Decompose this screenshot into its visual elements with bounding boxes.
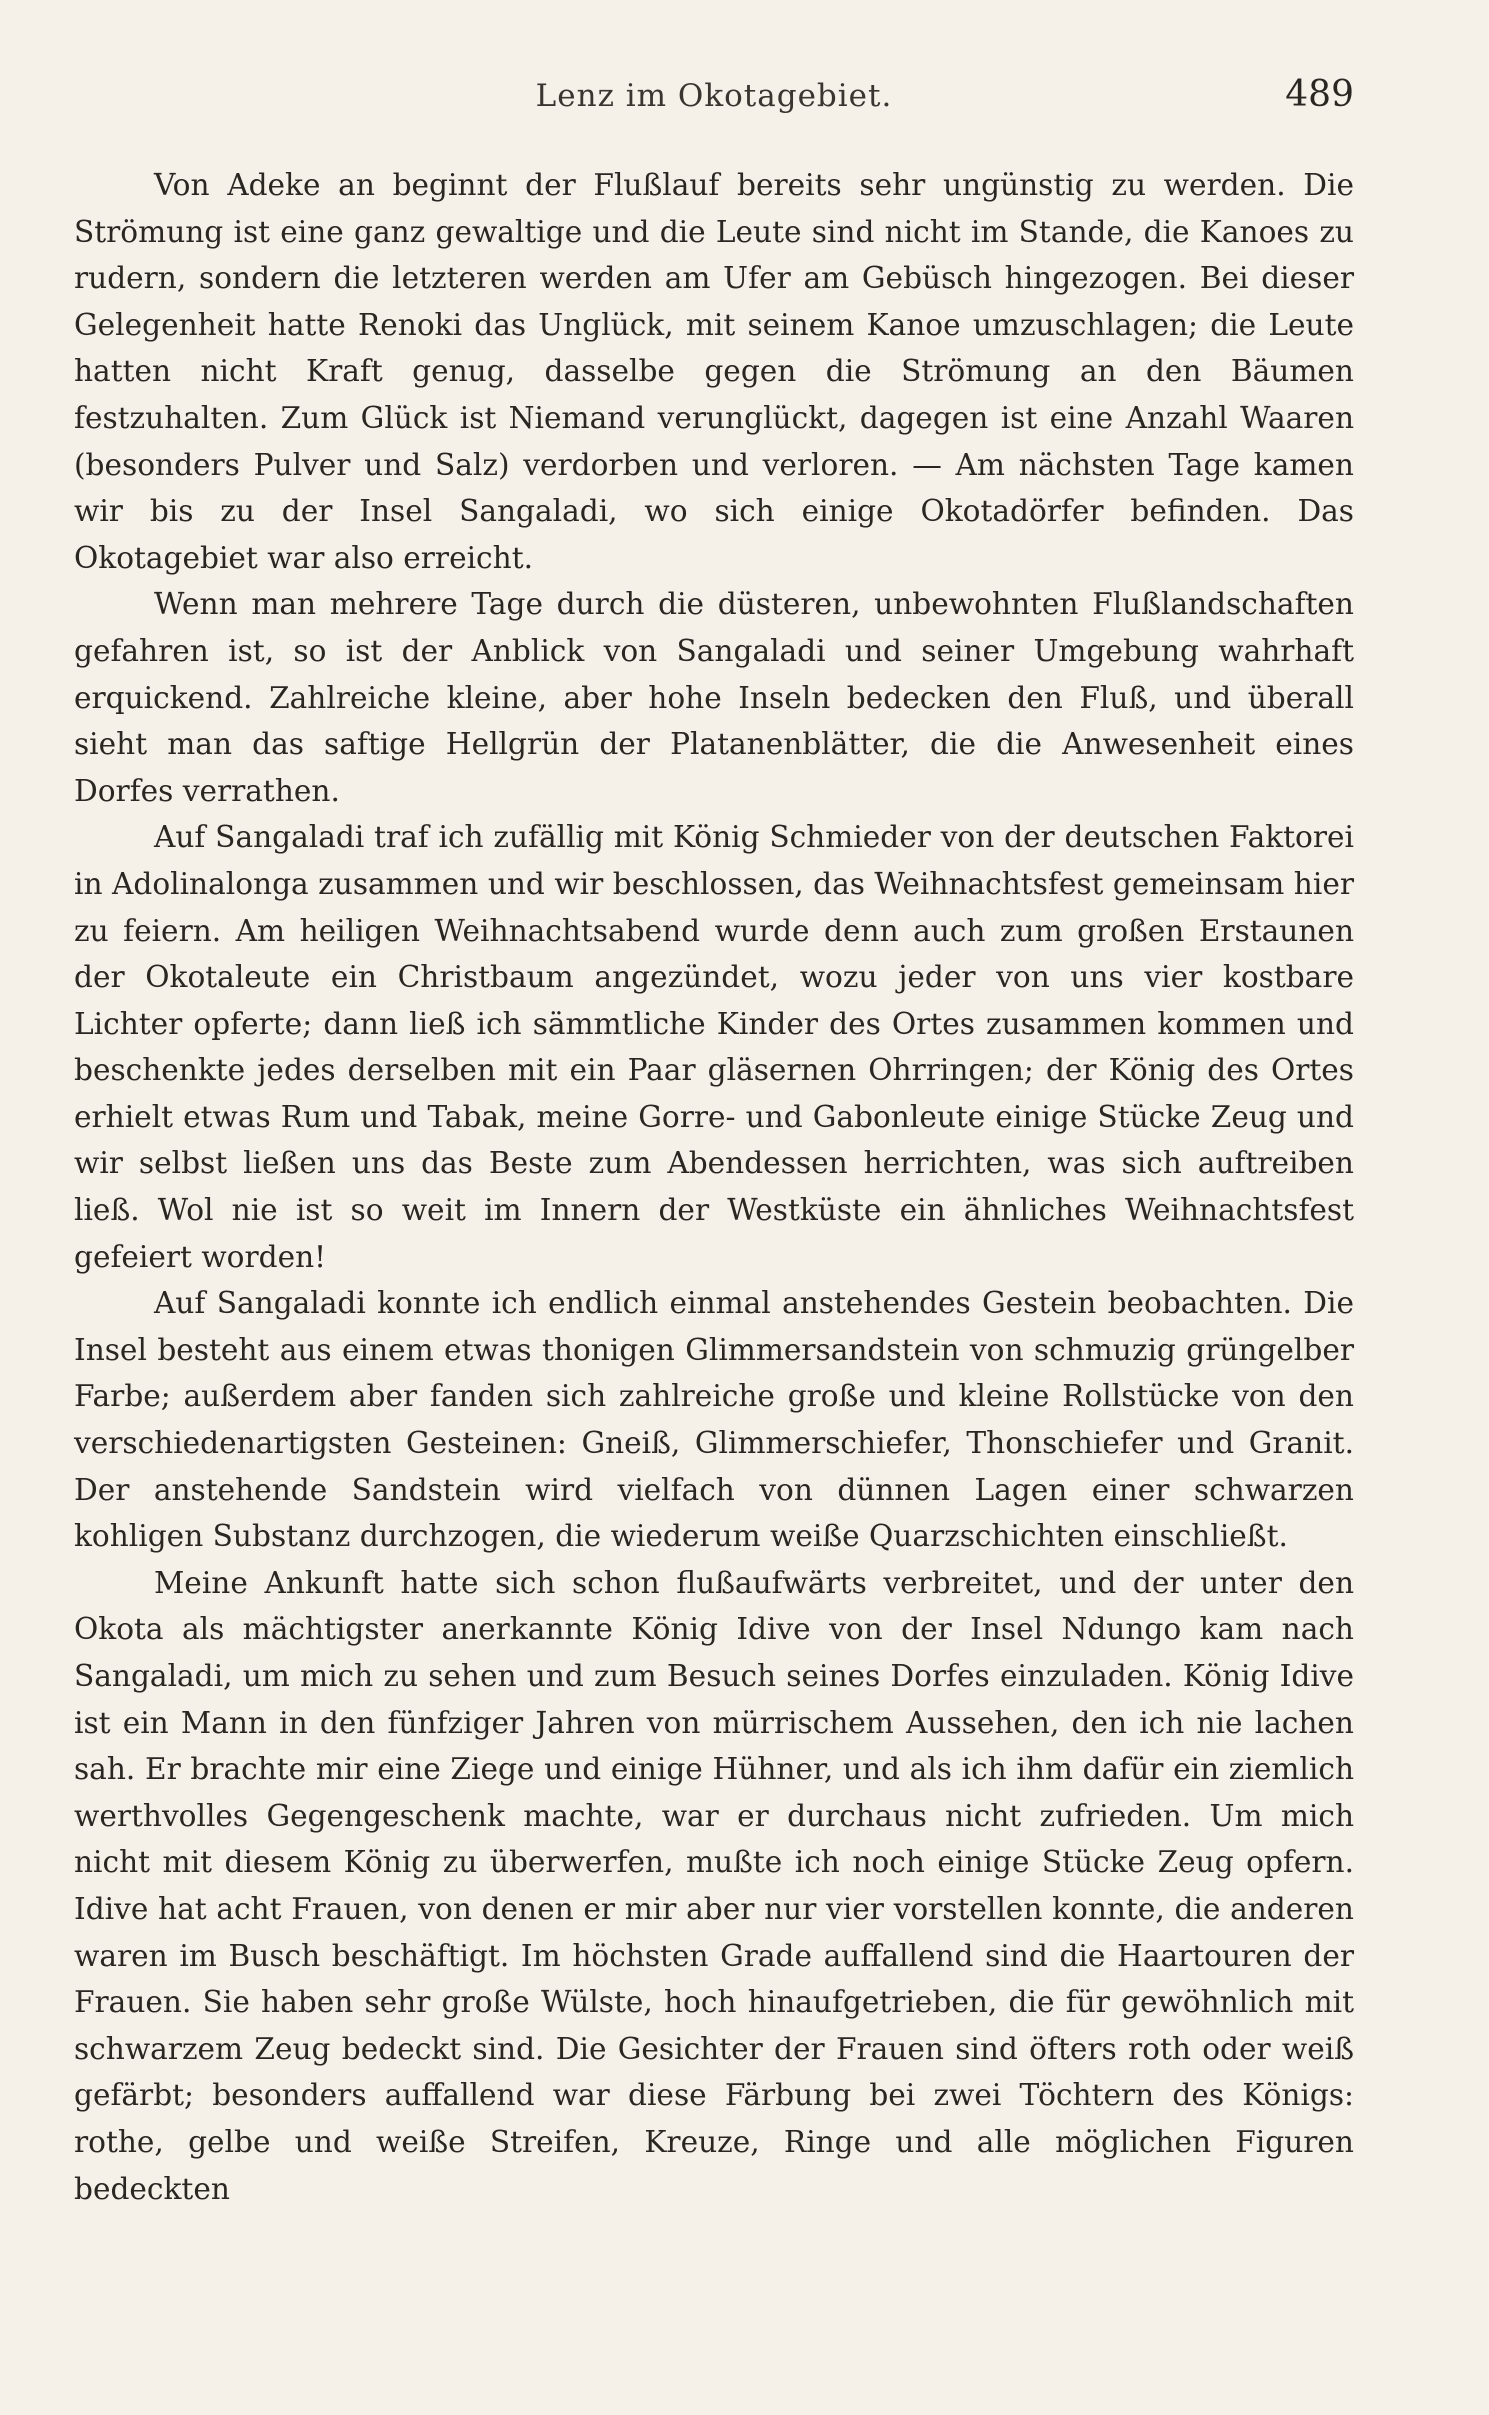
paragraph: Auf Sangaladi traf ich zufällig mit König Schmieder von der deutschen Faktorei in Adolinalonga zusammen und wir beschlossen, das Weihnachtsfest gemeinsam hier zu feiern. Am heiligen Weihnachtsabend wurde denn auch zum großen Erstaunen der Okotaleute ein Christbaum angezündet, wozu jeder von uns vier kostbare Lichter opferte; dann ließ ich sämmtliche Kinder des Ortes zusammen kommen und beschenkte jedes derselben mit ein Paar gläsernen Ohrringen; der König des Ortes erhielt etwas Rum und Tabak, meine Gorre- und Gabonleute einige Stücke Zeug und wir selbst ließen uns das Beste zum Abendessen herrichten, was sich auftreiben ließ. Wol nie ist so weit im Innern der Westküste ein ähnliches Weihnachtsfest gefeiert worden! [74,820,1354,1274]
running-head [74,74,1354,134]
page-number: 489 [1285,74,1354,115]
running-title: Lenz im Okotagebiet. [535,78,893,114]
paragraph: Auf Sangaladi konnte ich endlich einmal anstehendes Gestein beobachten. Die Insel besteht aus einem etwas thonigen Glimmersandstein von schmuzig grüngelber Farbe; außerdem aber fanden sich zahlreiche große und kleine Rollstücke von den verschiedenartigsten Gesteinen: Gneiß, Glimmerschiefer, Thonschiefer und Granit. Der anstehende Sandstein wird vielfach von dünnen Lagen einer schwarzen kohligen Substanz durchzogen, die wiederum weiße Quarzschichten einschließt. [74,1286,1354,1554]
paragraph: Meine Ankunft hatte sich schon flußaufwärts verbreitet, und der unter den Okota als mächtigster anerkannte König Idive von der Insel Ndungo kam nach Sangaladi, um mich zu sehen und zum Besuch seines Dorfes einzuladen. König Idive ist ein Mann in den fünfziger Jahren von mürrischem Aussehen, den ich nie lachen sah. Er brachte mir eine Ziege und einige Hühner, und als ich ihm dafür ein ziemlich werthvolles Gegengeschenk machte, war er durchaus nicht zufrieden. Um mich nicht mit diesem König zu überwerfen, mußte ich noch einige Stücke Zeug opfern. Idive hat acht Frauen, von denen er mir aber nur vier vorstellen konnte, die anderen waren im Busch beschäftigt. Im höchsten Grade auffallend sind die Haartouren der Frauen. Sie haben sehr große Wülste, hoch hinaufgetrieben, die für gewöhnlich mit schwarzem Zeug bedeckt sind. Die Gesichter der Frauen sind öfters roth oder weiß gefärbt; besonders auffallend war diese Färbung bei zwei Töchtern des Königs: rothe, gelbe und weiße Streifen, Kreuze, Ringe und alle möglichen Figuren bedeckten [74,1565,1354,2206]
body-text [74,162,1354,2212]
paragraph: Von Adeke an beginnt der Flußlauf bereits sehr ungünstig zu werden. Die Strömung ist eine ganz gewaltige und die Leute sind nicht im Stande, die Kanoes zu rudern, sondern die letzteren werden am Ufer am Gebüsch hingezogen. Bei dieser Gelegenheit hatte Renoki das Unglück, mit seinem Kanoe umzuschlagen; die Leute hatten nicht Kraft genug, dasselbe gegen die Strömung an den Bäumen festzuhalten. Zum Glück ist Niemand verunglückt, dagegen ist eine Anzahl Waaren (besonders Pulver und Salz) verdorben und verloren. — Am nächsten Tage kamen wir bis zu der Insel Sangaladi, wo sich einige Okotadörfer befinden. Das Okotagebiet war also erreicht. [74,168,1354,575]
paragraph: Wenn man mehrere Tage durch die düsteren, unbewohnten Flußlandschaften gefahren ist, so ist der Anblick von Sangaladi und seiner Umgebung wahrhaft erquickend. Zahlreiche kleine, aber hohe Inseln bedecken den Fluß, und überall sieht man das saftige Hellgrün der Platanenblätter, die die Anwesenheit eines Dorfes verrathen. [74,587,1354,808]
